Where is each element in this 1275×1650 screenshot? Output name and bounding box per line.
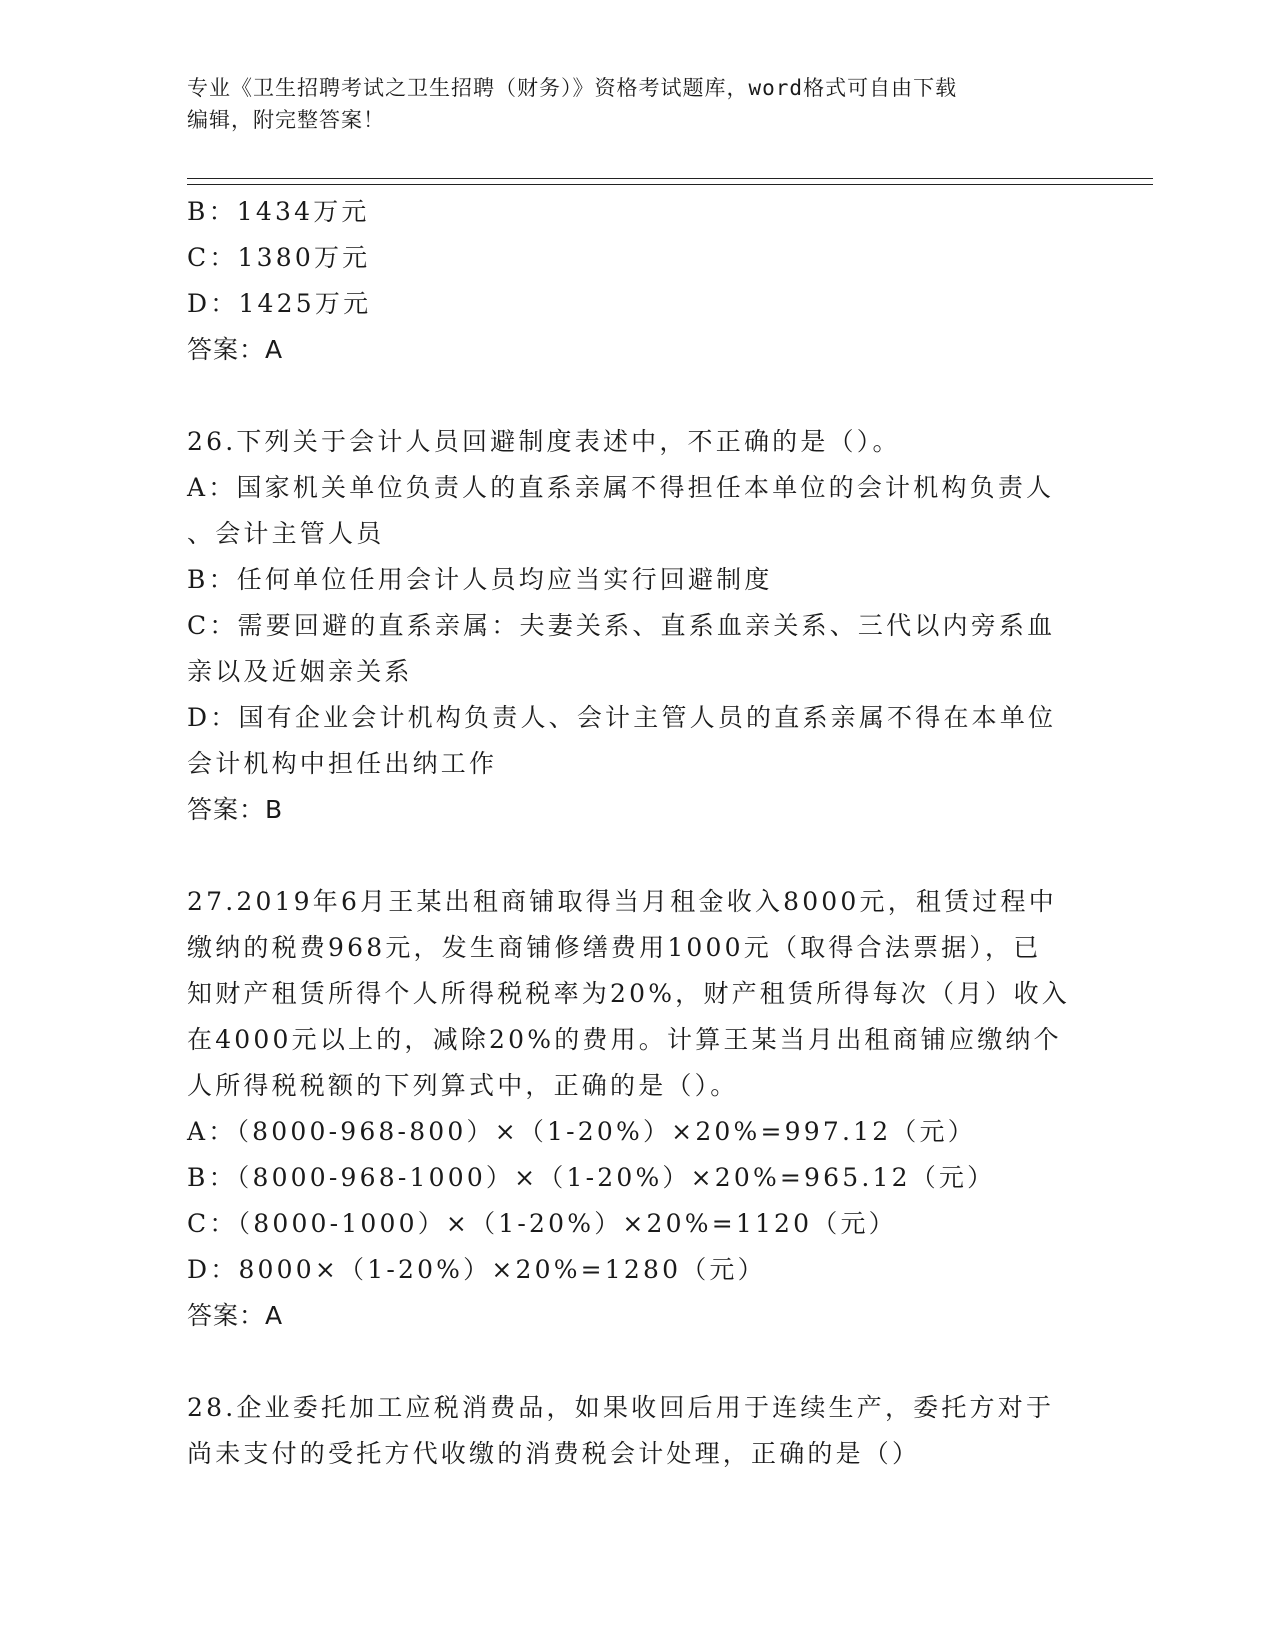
option-d-continued: 会计机构中担任出纳工作 (187, 749, 498, 778)
spacer (187, 373, 1087, 419)
question-27 (187, 879, 1087, 1339)
document-body (187, 189, 1087, 1477)
header-divider-bottom (187, 184, 1153, 185)
option-a-continued: 、会计主管人员 (187, 519, 385, 548)
option-c-continued: 亲以及近姻亲关系 (187, 657, 413, 686)
option-b: B：1434万元 (187, 197, 370, 226)
header-divider-top (187, 178, 1153, 179)
question-28 (187, 1385, 1087, 1477)
question-stem-continued: 缴纳的税费968元，发生商铺修缮费用1000元（取得合法票据），已 (187, 933, 1042, 962)
option-c: C：需要回避的直系亲属：夫妻关系、直系血亲关系、三代以内旁系血 (187, 611, 1056, 640)
question-stem-continued: 尚未支付的受托方代收缴的消费税会计处理，正确的是（） (187, 1439, 921, 1468)
option-d: D：1425万元 (187, 289, 372, 318)
answer: 答案：B (187, 795, 284, 824)
question-stem: 26.下列关于会计人员回避制度表述中，不正确的是（）。 (187, 427, 901, 456)
option-d: D：国有企业会计机构负责人、会计主管人员的直系亲属不得在本单位 (187, 703, 1057, 732)
answer: 答案：A (187, 1301, 284, 1330)
option-a: A：国家机关单位负责人的直系亲属不得担任本单位的会计机构负责人 (187, 473, 1055, 502)
question-stem: 28.企业委托加工应税消费品，如果收回后用于连续生产，委托方对于 (187, 1393, 1055, 1422)
question-stem-continued: 人所得税税额的下列算式中，正确的是（）。 (187, 1071, 739, 1100)
answer: 答案：A (187, 335, 284, 364)
question-26 (187, 419, 1087, 833)
question-stem-continued: 知财产租赁所得个人所得税税率为20%，财产租赁所得每次（月）收入 (187, 979, 1070, 1008)
header-line-2: 编辑，附完整答案！ (187, 108, 385, 132)
option-c: C：1380万元 (187, 243, 371, 272)
option-c: C：（8000-1000）×（1-20%）×20%=1120（元） (187, 1209, 897, 1238)
document-header (187, 72, 1107, 136)
spacer (187, 1339, 1087, 1385)
question-stem: 27.2019年6月王某出租商铺取得当月租金收入8000元，租赁过程中 (187, 887, 1057, 916)
header-line-1: 专业《卫生招聘考试之卫生招聘（财务）》资格考试题库，word格式可自由下载 (187, 76, 958, 100)
option-b: B：（8000-968-1000）×（1-20%）×20%=965.12（元） (187, 1163, 996, 1192)
question-25-tail (187, 189, 1087, 373)
question-stem-continued: 在4000元以上的，减除20%的费用。计算王某当月出租商铺应缴纳个 (187, 1025, 1062, 1054)
option-b: B：任何单位任用会计人员均应当实行回避制度 (187, 565, 773, 594)
spacer (187, 833, 1087, 879)
option-a: A：（8000-968-800）×（1-20%）×20%=997.12（元） (187, 1117, 976, 1146)
option-d: D：8000×（1-20%）×20%=1280（元） (187, 1255, 766, 1284)
